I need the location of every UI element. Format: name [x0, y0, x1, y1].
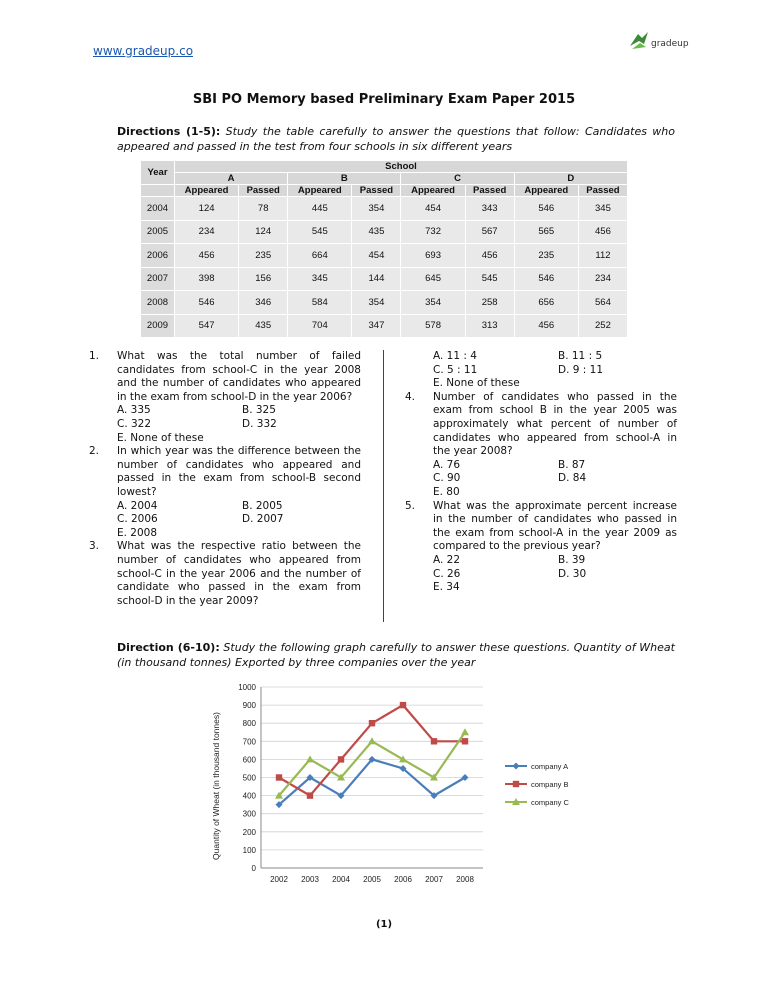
table-cell: 664 [288, 244, 352, 268]
question-4 [405, 390, 677, 500]
table-cell: 732 [401, 220, 465, 244]
y-tick-label: 700 [242, 737, 256, 747]
table-cell: 354 [352, 197, 401, 221]
table-cell: 578 [401, 314, 465, 338]
table-cell: 693 [401, 244, 465, 268]
sub-header: Appeared [175, 185, 239, 197]
y-tick-label: 0 [251, 864, 256, 873]
logo-mark-icon [628, 30, 650, 52]
legend-label: company B [531, 780, 569, 789]
table-row [141, 267, 628, 291]
table-cell: 346 [239, 291, 288, 315]
question-number: 5. [405, 499, 416, 512]
year-cell: 2009 [141, 314, 175, 338]
data-point [368, 737, 376, 744]
table-cell: 252 [578, 314, 627, 338]
table-cell: 235 [514, 244, 578, 268]
question-3-options [433, 350, 677, 391]
table-cell: 547 [175, 314, 239, 338]
option[interactable]: E. 2008 [117, 526, 158, 539]
school-header-c: C [401, 173, 514, 185]
question-stem: What was the approximate percent increase in the number of candidates who passed in the exam from school-A in the year 2009 as compared to the previous year? [433, 499, 677, 553]
option[interactable]: D. 332 [242, 417, 277, 430]
y-tick-label: 900 [242, 701, 256, 711]
table-cell: 435 [239, 314, 288, 338]
legend-marker [513, 763, 520, 770]
table-cell: 454 [401, 197, 465, 221]
option[interactable]: E. None of these [433, 377, 520, 390]
table-cell: 545 [288, 220, 352, 244]
sub-header: Appeared [401, 185, 465, 197]
option[interactable]: D. 9 : 11 [558, 363, 604, 376]
directions-1-5 [117, 124, 675, 154]
option[interactable]: E. 34 [433, 581, 460, 594]
data-point [276, 774, 282, 780]
legend-label: company C [531, 798, 569, 807]
table-cell: 656 [514, 291, 578, 315]
legend-marker [513, 781, 519, 787]
legend-label: company A [531, 762, 569, 771]
table-cell: 354 [401, 291, 465, 315]
data-point [431, 738, 437, 744]
table-cell: 398 [175, 267, 239, 291]
table-cell: 567 [465, 220, 514, 244]
question-number: 4. [405, 390, 416, 403]
table-cell: 343 [465, 197, 514, 221]
sub-header: Passed [239, 185, 288, 197]
option[interactable]: C. 90 [433, 472, 461, 485]
table-cell: 456 [578, 220, 627, 244]
directions-label: Direction (6-10): [117, 641, 220, 654]
data-point [307, 792, 313, 798]
table-cell: 235 [239, 244, 288, 268]
table-cell: 564 [578, 291, 627, 315]
table-cell: 313 [465, 314, 514, 338]
table-cell: 234 [578, 267, 627, 291]
x-tick-label: 2007 [425, 875, 443, 884]
data-point [306, 755, 314, 762]
table-cell: 546 [514, 197, 578, 221]
table-cell: 545 [465, 267, 514, 291]
data-point [369, 720, 375, 726]
table-cell: 347 [352, 314, 401, 338]
table-cell: 546 [514, 267, 578, 291]
data-point [462, 738, 468, 744]
x-tick-label: 2008 [456, 875, 474, 884]
table-cell: 258 [465, 291, 514, 315]
table-row [141, 197, 628, 221]
option[interactable]: D. 30 [558, 567, 587, 580]
sub-header: Appeared [288, 185, 352, 197]
table-cell: 546 [175, 291, 239, 315]
option[interactable]: D. 84 [558, 472, 587, 485]
table-row [141, 220, 628, 244]
y-tick-label: 200 [242, 827, 256, 837]
x-tick-label: 2006 [394, 875, 412, 884]
gradeup-logo [628, 30, 692, 54]
option[interactable]: C. 2006 [117, 513, 158, 526]
table-row [141, 314, 628, 338]
x-tick-label: 2004 [332, 875, 350, 884]
directions-label: Directions (1-5): [117, 125, 221, 138]
sub-header: Passed [578, 185, 627, 197]
table-cell: 234 [175, 220, 239, 244]
directions-text: Study the table carefully to answer the questions that follow: Candidates who appeared and passed in the test from four schools in six different years [117, 125, 676, 153]
sub-header: Passed [465, 185, 514, 197]
option[interactable]: C. 5 : 11 [433, 363, 478, 376]
option[interactable]: C. 322 [117, 417, 152, 430]
corner-cell [141, 185, 175, 197]
table-cell: 584 [288, 291, 352, 315]
question-5 [405, 499, 677, 595]
school-header-d: D [514, 173, 627, 185]
question-number: 2. [89, 445, 100, 458]
y-tick-label: 1000 [238, 683, 256, 692]
table-cell: 345 [288, 267, 352, 291]
y-tick-label: 800 [242, 719, 256, 729]
schools-table [140, 160, 628, 338]
series-line-company-b [279, 705, 465, 796]
y-tick-label: 400 [242, 791, 256, 801]
year-cell: 2006 [141, 244, 175, 268]
table-cell: 124 [239, 220, 288, 244]
y-axis-label: Quantity of Wheat (in thousand tonnes) [211, 712, 221, 860]
year-header: Year [141, 161, 175, 185]
question-stem: Number of candidates who passed in the exam from school B in the year 2005 was approximately what percent of number of candidates who appeared from school-A in the year 2008? [433, 390, 677, 458]
table-row [141, 244, 628, 268]
option[interactable]: D. 2007 [242, 513, 284, 526]
option[interactable]: B. 39 [558, 553, 586, 566]
y-tick-label: 300 [242, 809, 256, 819]
sub-header: Passed [352, 185, 401, 197]
option[interactable]: C. 26 [433, 567, 461, 580]
question-1 [89, 350, 361, 445]
wheat-export-chart [205, 678, 605, 893]
option[interactable]: A. 2004 [117, 499, 158, 512]
year-cell: 2004 [141, 197, 175, 221]
question-stem: What was the total number of failed candidates from school-C in the year 2008 and the number of candidates who appeared in the exam from school-D in the year 2006? [117, 350, 361, 403]
year-cell: 2005 [141, 220, 175, 244]
option[interactable]: B. 325 [242, 404, 276, 417]
x-tick-label: 2002 [270, 875, 288, 884]
table-cell: 565 [514, 220, 578, 244]
table-cell: 78 [239, 197, 288, 221]
question-number: 3. [89, 540, 100, 553]
table-cell: 124 [175, 197, 239, 221]
table-cell: 345 [578, 197, 627, 221]
option[interactable]: A. 76 [433, 458, 461, 471]
question-stem: In which year was the difference between the number of candidates who appeared and passed in the exam from school-B second lowest? [117, 445, 361, 498]
table-cell: 435 [352, 220, 401, 244]
site-link[interactable]: www.gradeup.co [93, 44, 194, 58]
table-row [141, 291, 628, 315]
data-point [400, 702, 406, 708]
school-header-b: B [288, 173, 401, 185]
questions-left [89, 350, 361, 608]
option[interactable]: B. 11 : 5 [558, 350, 603, 362]
table-cell: 454 [352, 244, 401, 268]
year-cell: 2007 [141, 267, 175, 291]
sub-header: Appeared [514, 185, 578, 197]
y-tick-label: 500 [242, 773, 256, 783]
school-header-a: A [175, 173, 288, 185]
question-2 [89, 445, 361, 540]
data-point [338, 756, 344, 762]
school-header: School [175, 161, 628, 173]
option[interactable]: B. 87 [558, 458, 586, 471]
table-cell: 704 [288, 314, 352, 338]
logo-text: gradeup [651, 39, 689, 49]
column-divider [383, 350, 384, 622]
option[interactable]: B. 2005 [242, 499, 283, 512]
table-cell: 645 [401, 267, 465, 291]
table-cell: 445 [288, 197, 352, 221]
x-tick-label: 2003 [301, 875, 319, 884]
x-tick-label: 2005 [363, 875, 381, 884]
option[interactable]: E. 80 [433, 485, 460, 498]
y-tick-label: 600 [242, 755, 256, 765]
data-point [461, 728, 469, 735]
table-cell: 456 [465, 244, 514, 268]
directions-text: Study the following graph carefully to answer these questions. Quantity of Wheat (in thousand tonnes) Exported by three companies over the year [117, 641, 675, 669]
page-title: SBI PO Memory based Preliminary Exam Paper 2015 [192, 92, 576, 107]
option[interactable]: A. 11 : 4 [433, 350, 477, 362]
directions-6-10 [117, 640, 675, 670]
table-cell: 144 [352, 267, 401, 291]
table-cell: 456 [514, 314, 578, 338]
table-cell: 156 [239, 267, 288, 291]
year-cell: 2008 [141, 291, 175, 315]
option[interactable]: A. 335 [117, 404, 151, 417]
table-cell: 112 [578, 244, 627, 268]
option[interactable]: A. 22 [433, 553, 461, 566]
question-3 [89, 540, 361, 608]
y-tick-label: 100 [242, 845, 256, 855]
table-cell: 354 [352, 291, 401, 315]
question-stem: What was the respective ratio between the number of candidates who appeared from school-C in the year 2006 and the number of candidate who passed in the exam from school-D in the year 2009? [117, 540, 361, 607]
option[interactable]: E. None of these [117, 431, 204, 444]
page-number: (1) [375, 919, 393, 930]
question-number: 1. [89, 350, 100, 362]
table-cell: 456 [175, 244, 239, 268]
questions-right [405, 350, 677, 595]
